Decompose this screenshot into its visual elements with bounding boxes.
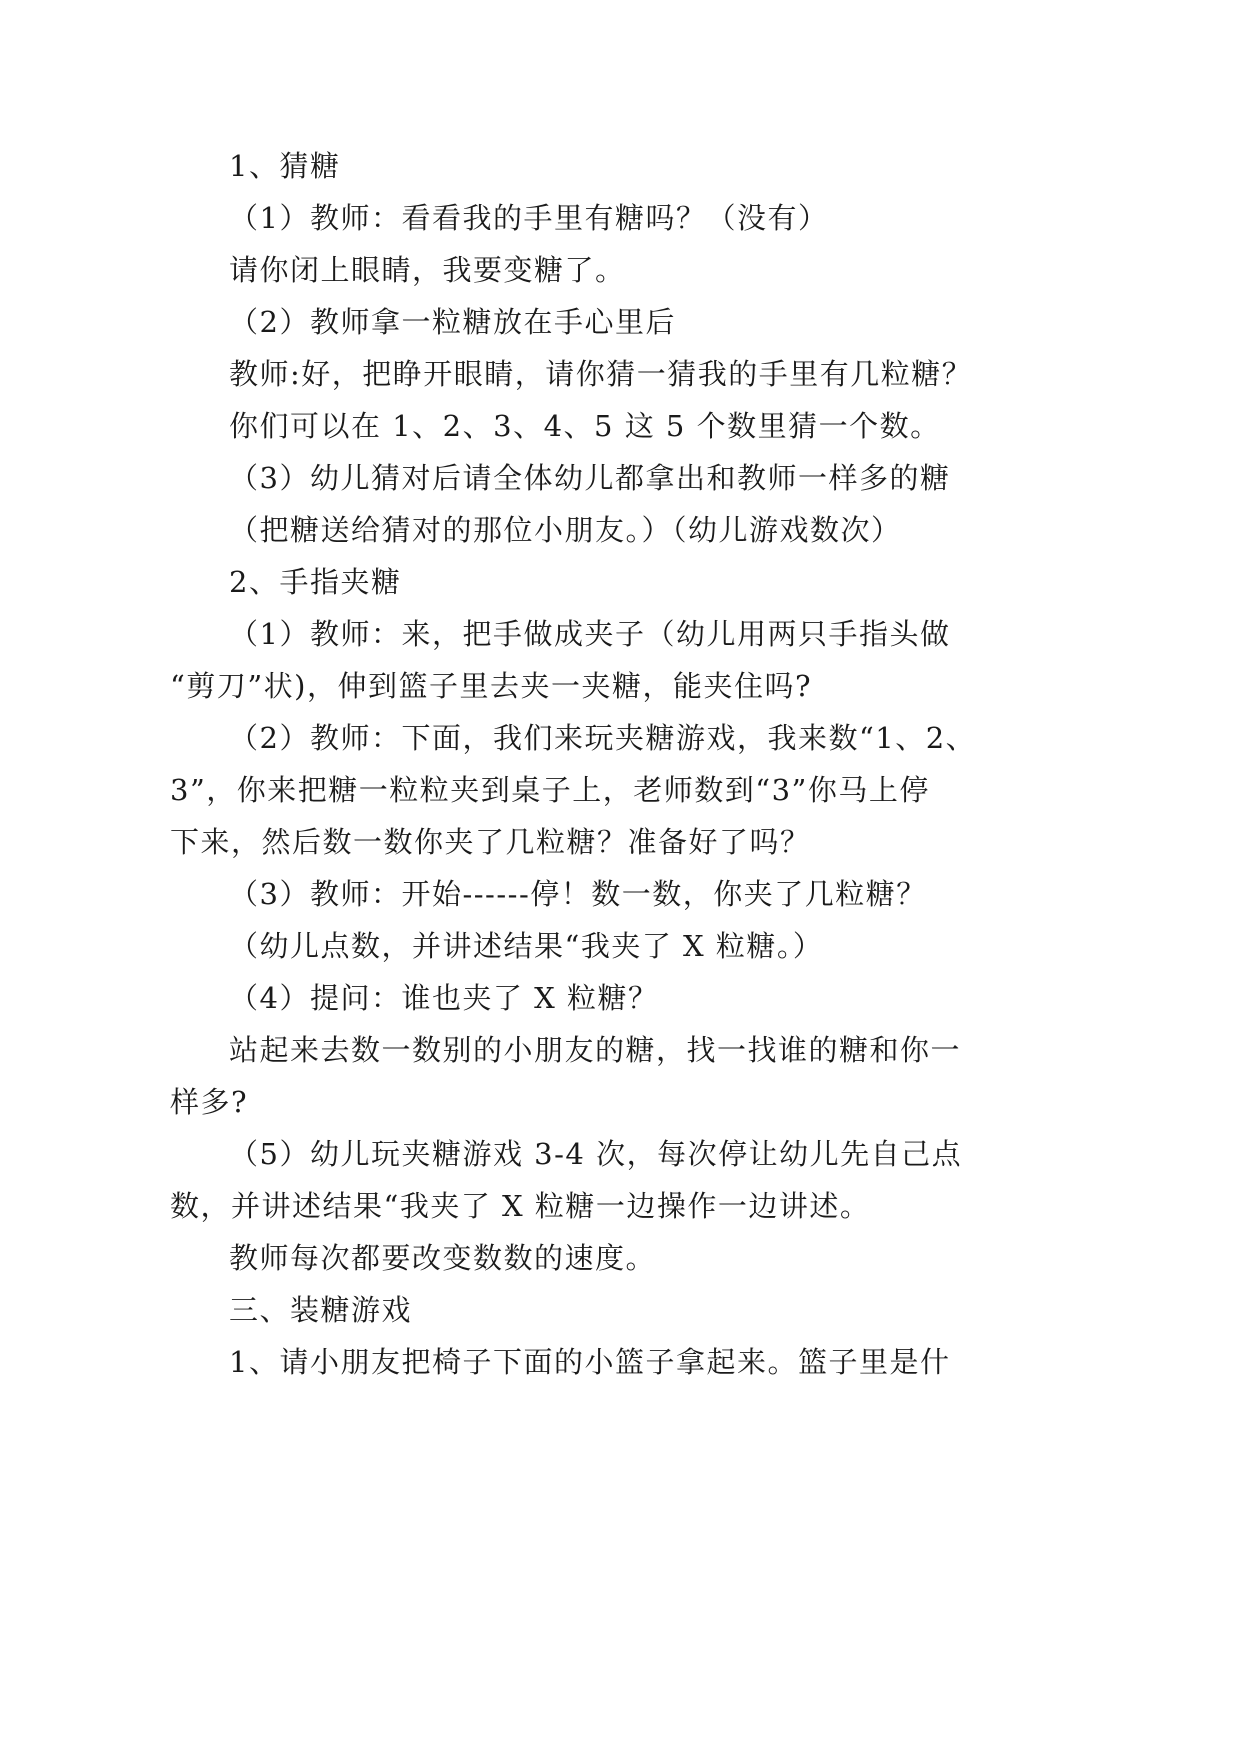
text-line-2: （1）教师：看看我的手里有糖吗？（没有）	[229, 201, 829, 235]
text-line-4: （2）教师拿一粒糖放在手心里后	[229, 305, 676, 339]
text-line-15: （3）教师：开始------停！数一数，你夹了几粒糖？	[229, 877, 927, 911]
text-line-14: 下来，然后数一数你夹了几粒糖？准备好了吗？	[170, 825, 811, 859]
text-line-1: 1、猜糖	[229, 149, 341, 183]
text-line-5: 教师:好，把睁开眼睛，请你猜一猜我的手里有几粒糖？	[229, 357, 973, 391]
text-line-12: （2）教师：下面，我们来玩夹糖游戏，我来数“1、2、	[229, 721, 977, 755]
text-line-11: “剪刀”状)，伸到篮子里去夹一夹糖，能夹住吗?	[170, 669, 813, 703]
text-line-21: 数，并讲述结果“我夹了 X 粒糖一边操作一边讲述。	[170, 1189, 871, 1223]
text-line-6: 你们可以在 1、2、3、4、5 这 5 个数里猜一个数。	[229, 409, 941, 443]
text-line-22: 教师每次都要改变数数的速度。	[229, 1241, 657, 1275]
text-line-7: （3）幼儿猜对后请全体幼儿都拿出和教师一样多的糖	[229, 461, 951, 495]
text-line-16: （幼儿点数，并讲述结果“我夹了 X 粒糖。）	[229, 929, 824, 963]
text-line-20: （5）幼儿玩夹糖游戏 3-4 次，每次停让幼儿先自己点	[229, 1137, 963, 1171]
text-line-13: 3”，你来把糖一粒粒夹到桌子上，老师数到“3”你马上停	[170, 773, 930, 807]
text-line-23: 三、装糖游戏	[229, 1293, 413, 1327]
text-line-10: （1）教师：来，把手做成夹子（幼儿用两只手指头做	[229, 617, 951, 651]
text-line-9: 2、手指夹糖	[229, 565, 402, 599]
text-line-19: 样多?	[170, 1085, 249, 1119]
text-line-3: 请你闭上眼睛，我要变糖了。	[229, 253, 626, 287]
text-line-24: 1、请小朋友把椅子下面的小篮子拿起来。篮子里是什	[229, 1345, 951, 1379]
text-line-17: （4）提问：谁也夹了 X 粒糖？	[229, 981, 659, 1015]
text-line-18: 站起来去数一数别的小朋友的糖，找一找谁的糖和你一	[229, 1033, 962, 1067]
text-line-8: （把糖送给猜对的那位小朋友。）（幼儿游戏数次）	[229, 513, 902, 547]
